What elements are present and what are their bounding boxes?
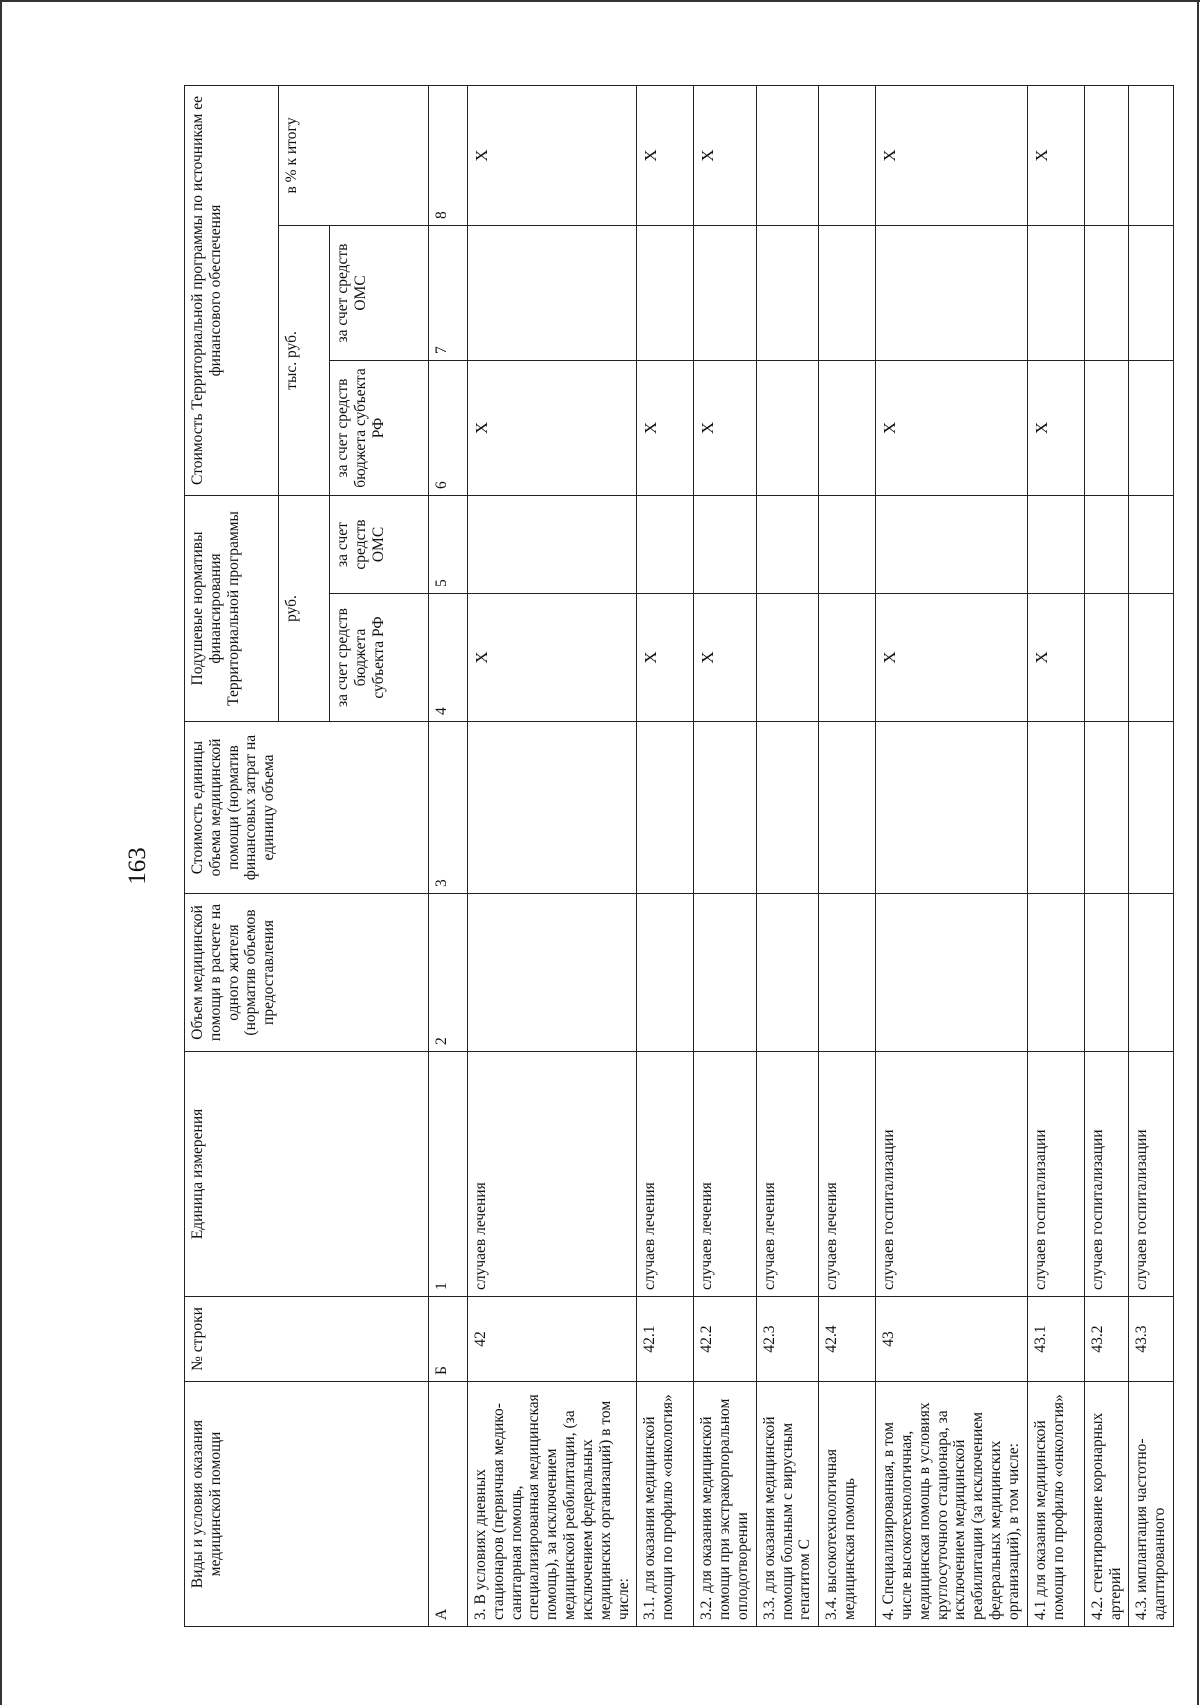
- cost-percent-cell: [1084, 85, 1129, 225]
- cost-percent-cell: X: [876, 85, 1028, 225]
- row-name-cell: 3.3. для оказания медицинской помощи больным с вирусным гепатитом С: [756, 1382, 818, 1627]
- unit-cost-cell: [756, 722, 818, 894]
- volume-norm-cell: [756, 894, 818, 1052]
- column-number: 4: [429, 594, 468, 722]
- row-name-cell: 3.4. высокотехнологичная медицинская помощь: [819, 1382, 876, 1627]
- header-col-2: Объем медицинской помощи в расчете на одного жителя (норматив объемов предоставления: [185, 894, 429, 1052]
- scan-edge-right: [1197, 0, 1199, 1705]
- norm-oms-cell: [1084, 495, 1129, 593]
- volume-norm-cell: [694, 894, 756, 1052]
- cost-percent-cell: [1129, 85, 1174, 225]
- row-name-cell: 4.2. стентирование коронарных артерий: [1084, 1382, 1129, 1627]
- cost-oms-cell: [1027, 225, 1084, 360]
- norm-budget-cell: X: [876, 594, 1028, 722]
- cost-budget-cell: X: [876, 360, 1028, 495]
- row-name-cell: 4. Специализированная, в том числе высокотехнологичная, медицинская помощь в условиях круглосуточного стационара, за исключением медицинской реабилитации (за исключением федеральных медицинских организаций), в том числе:: [876, 1382, 1028, 1627]
- unit-cost-cell: [637, 722, 694, 894]
- column-number: 2: [429, 894, 468, 1052]
- norm-budget-cell: [819, 594, 876, 722]
- row-number-cell: 43.3: [1129, 1297, 1174, 1382]
- table-row: [1084, 85, 1129, 1626]
- cost-budget-cell: [756, 360, 818, 495]
- column-number: А: [429, 1382, 468, 1627]
- row-number-cell: 42.1: [637, 1297, 694, 1382]
- volume-norm-cell: [637, 894, 694, 1052]
- column-number: 8: [429, 85, 468, 225]
- cost-oms-cell: [819, 225, 876, 360]
- table-body: [468, 85, 1174, 1626]
- cost-budget-cell: [1129, 360, 1174, 495]
- volume-norm-cell: [468, 894, 637, 1052]
- table-row: [637, 85, 694, 1626]
- norm-oms-cell: [819, 495, 876, 593]
- cost-percent-cell: X: [1027, 85, 1084, 225]
- unit-cell: случаев лечения: [819, 1052, 876, 1297]
- column-number: Б: [429, 1297, 468, 1382]
- norm-oms-cell: [1129, 495, 1174, 593]
- cost-budget-cell: X: [637, 360, 694, 495]
- cost-budget-cell: X: [1027, 360, 1084, 495]
- header-col-7: за счет средств ОМС: [330, 225, 429, 360]
- row-name-cell: 4.1 для оказания медицинской помощи по профилю «онкология»: [1027, 1382, 1084, 1627]
- unit-cell: случаев лечения: [694, 1052, 756, 1297]
- table-row: [876, 85, 1028, 1626]
- table-row: [1129, 85, 1174, 1626]
- cost-percent-cell: X: [637, 85, 694, 225]
- norm-oms-cell: [1027, 495, 1084, 593]
- row-number-cell: 43: [876, 1297, 1028, 1382]
- cost-percent-cell: [756, 85, 818, 225]
- cost-percent-cell: X: [694, 85, 756, 225]
- norm-oms-cell: [694, 495, 756, 593]
- unit-cell: случаев госпитализации: [876, 1052, 1028, 1297]
- unit-cell: случаев лечения: [637, 1052, 694, 1297]
- unit-cost-cell: [1129, 722, 1174, 894]
- cost-percent-cell: X: [468, 85, 637, 225]
- data-table: [184, 85, 1174, 1627]
- header-col-5: за счет средств ОМС: [330, 495, 429, 593]
- table-row: [468, 85, 637, 1626]
- unit-cost-cell: [694, 722, 756, 894]
- unit-cost-cell: [1084, 722, 1129, 894]
- volume-norm-cell: [876, 894, 1028, 1052]
- cost-oms-cell: [1084, 225, 1129, 360]
- unit-cell: случаев госпитализации: [1027, 1052, 1084, 1297]
- norm-budget-cell: [756, 594, 818, 722]
- header-group-norms: Подушевые нормативы финансирования Территориальной программы: [185, 495, 279, 721]
- header-col-b: № строки: [185, 1297, 429, 1382]
- header-group-cost: Стоимость Территориальной программы по источникам ее финансового обеспечения: [185, 85, 279, 495]
- norm-oms-cell: [756, 495, 818, 593]
- header-col-8: в % к итогу: [279, 85, 429, 225]
- norm-budget-cell: [1129, 594, 1174, 722]
- unit-cell: случаев госпитализации: [1129, 1052, 1174, 1297]
- table-row: [819, 85, 876, 1626]
- row-name-cell: 3.2. для оказания медицинской помощи при экстракорпоральном оплодотворении: [694, 1382, 756, 1627]
- unit-cell: случаев лечения: [756, 1052, 818, 1297]
- header-cost-unit: тыс. руб.: [279, 225, 330, 495]
- norm-oms-cell: [468, 495, 637, 593]
- header-col-1: Единица измерения: [185, 1052, 429, 1297]
- header-col-3: Стоимость единицы объема медицинской помощи (норматив финансовых затрат на единицу объема: [185, 722, 429, 894]
- unit-cost-cell: [819, 722, 876, 894]
- norm-budget-cell: [1084, 594, 1129, 722]
- cost-percent-cell: [819, 85, 876, 225]
- row-name-cell: 4.3. имплантация частотно-адаптированного: [1129, 1382, 1174, 1627]
- norm-budget-cell: X: [637, 594, 694, 722]
- scan-edge-top: [0, 0, 1200, 2]
- row-number-cell: 42: [468, 1297, 637, 1382]
- norm-budget-cell: X: [468, 594, 637, 722]
- unit-cost-cell: [876, 722, 1028, 894]
- header-norms-unit: руб.: [279, 495, 330, 721]
- rotated-table-container: [184, 86, 1194, 1627]
- cost-oms-cell: [468, 225, 637, 360]
- cost-budget-cell: X: [694, 360, 756, 495]
- scan-edge-left: [0, 0, 2, 1705]
- norm-budget-cell: X: [694, 594, 756, 722]
- cost-oms-cell: [637, 225, 694, 360]
- volume-norm-cell: [819, 894, 876, 1052]
- cost-oms-cell: [876, 225, 1028, 360]
- cost-oms-cell: [694, 225, 756, 360]
- column-number: 1: [429, 1052, 468, 1297]
- cost-budget-cell: [819, 360, 876, 495]
- unit-cell: случаев лечения: [468, 1052, 637, 1297]
- page-number: 163: [124, 847, 151, 885]
- row-number-cell: 43.2: [1084, 1297, 1129, 1382]
- table-row: [694, 85, 756, 1626]
- volume-norm-cell: [1084, 894, 1129, 1052]
- row-name-cell: 3.1. для оказания медицинской помощи по профилю «онкология»: [637, 1382, 694, 1627]
- norm-budget-cell: X: [1027, 594, 1084, 722]
- cost-oms-cell: [756, 225, 818, 360]
- row-number-cell: 42.3: [756, 1297, 818, 1382]
- unit-cost-cell: [468, 722, 637, 894]
- row-name-cell: 3. В условиях дневных стационаров (первичная медико-санитарная помощь, специализированная медицинская помощь), за исключением медицинской реабилитации, (за исключением федеральных медицинских организаций) в том числе:: [468, 1382, 637, 1627]
- row-number-cell: 42.2: [694, 1297, 756, 1382]
- unit-cell: случаев госпитализации: [1084, 1052, 1129, 1297]
- norm-oms-cell: [637, 495, 694, 593]
- header-col-4: за счет средств бюджета субъекта РФ: [330, 594, 429, 722]
- header-col-a: Виды и условия оказания медицинской помощи: [185, 1382, 429, 1627]
- volume-norm-cell: [1027, 894, 1084, 1052]
- column-number-row: [429, 85, 468, 1626]
- column-number: 6: [429, 360, 468, 495]
- cost-budget-cell: [1084, 360, 1129, 495]
- cost-budget-cell: X: [468, 360, 637, 495]
- volume-norm-cell: [1129, 894, 1174, 1052]
- column-number: 3: [429, 722, 468, 894]
- norm-oms-cell: [876, 495, 1028, 593]
- column-number: 7: [429, 225, 468, 360]
- row-number-cell: 42.4: [819, 1297, 876, 1382]
- cost-oms-cell: [1129, 225, 1174, 360]
- table-row: [1027, 85, 1084, 1626]
- table-row: [756, 85, 818, 1626]
- column-number: 5: [429, 495, 468, 593]
- unit-cost-cell: [1027, 722, 1084, 894]
- row-number-cell: 43.1: [1027, 1297, 1084, 1382]
- header-col-6: за счет средств бюджета субъекта РФ: [330, 360, 429, 495]
- table-header: [185, 85, 468, 1626]
